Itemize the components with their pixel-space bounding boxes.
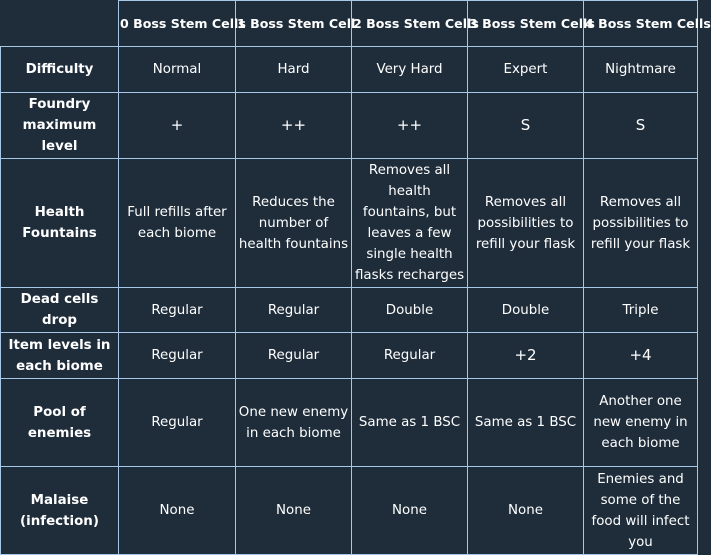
row-malaise [1,467,698,555]
cell-difficulty-1: Hard [236,47,352,93]
cell-enemies-0: Regular [119,379,236,467]
cell-malaise-4: Enemies and some of the food will infect you [584,467,698,555]
cell-health-3: Removes all possibilities to refill your flask [468,159,584,288]
cell-health-0: Full refills after each biome [119,159,236,288]
cell-drop-0: Regular [119,288,236,333]
cell-drop-2: Double [352,288,468,333]
corner-cell [1,1,119,47]
cell-malaise-1: None [236,467,352,555]
cell-foundry-1: ++ [236,93,352,159]
cell-item-3: +2 [468,333,584,379]
row-dead-cells-drop [1,288,698,333]
row-label-health-fountains: Health Fountains [1,159,119,288]
cell-foundry-2: ++ [352,93,468,159]
cell-difficulty-4: Nightmare [584,47,698,93]
row-label-pool-of-enemies: Pool of enemies [1,379,119,467]
column-header-2: 2 Boss Stem Cells [352,1,468,47]
header-row [1,1,698,47]
row-label-item-levels: Item levels in each biome [1,333,119,379]
cell-foundry-0: + [119,93,236,159]
row-label-malaise: Malaise (infection) [1,467,119,555]
cell-item-1: Regular [236,333,352,379]
row-health-fountains [1,159,698,288]
row-pool-of-enemies [1,379,698,467]
row-label-dead-cells-drop: Dead cells drop [1,288,119,333]
column-header-1: 1 Boss Stem Cell [236,1,352,47]
cell-item-2: Regular [352,333,468,379]
cell-drop-3: Double [468,288,584,333]
cell-health-4: Removes all possibilities to refill your flask [584,159,698,288]
column-header-4: 4 Boss Stem Cells [584,1,698,47]
cell-enemies-2: Same as 1 BSC [352,379,468,467]
cell-malaise-0: None [119,467,236,555]
column-header-0: 0 Boss Stem Cells [119,1,236,47]
row-difficulty [1,47,698,93]
cell-difficulty-3: Expert [468,47,584,93]
cell-health-1: Reduces the number of health fountains [236,159,352,288]
cell-health-2: Removes all health fountains, but leaves a few single health flasks recharges [352,159,468,288]
cell-foundry-3: S [468,93,584,159]
row-item-levels [1,333,698,379]
cell-drop-1: Regular [236,288,352,333]
row-foundry-level [1,93,698,159]
cell-difficulty-2: Very Hard [352,47,468,93]
row-label-difficulty: Difficulty [1,47,119,93]
row-label-foundry-level: Foundry maximum level [1,93,119,159]
cell-enemies-3: Same as 1 BSC [468,379,584,467]
cell-item-0: Regular [119,333,236,379]
cell-difficulty-0: Normal [119,47,236,93]
cell-foundry-4: S [584,93,698,159]
cell-enemies-4: Another one new enemy in each biome [584,379,698,467]
cell-malaise-3: None [468,467,584,555]
cell-malaise-2: None [352,467,468,555]
cell-drop-4: Triple [584,288,698,333]
cell-enemies-1: One new enemy in each biome [236,379,352,467]
column-header-3: 3 Boss Stem Cells [468,1,584,47]
cell-item-4: +4 [584,333,698,379]
